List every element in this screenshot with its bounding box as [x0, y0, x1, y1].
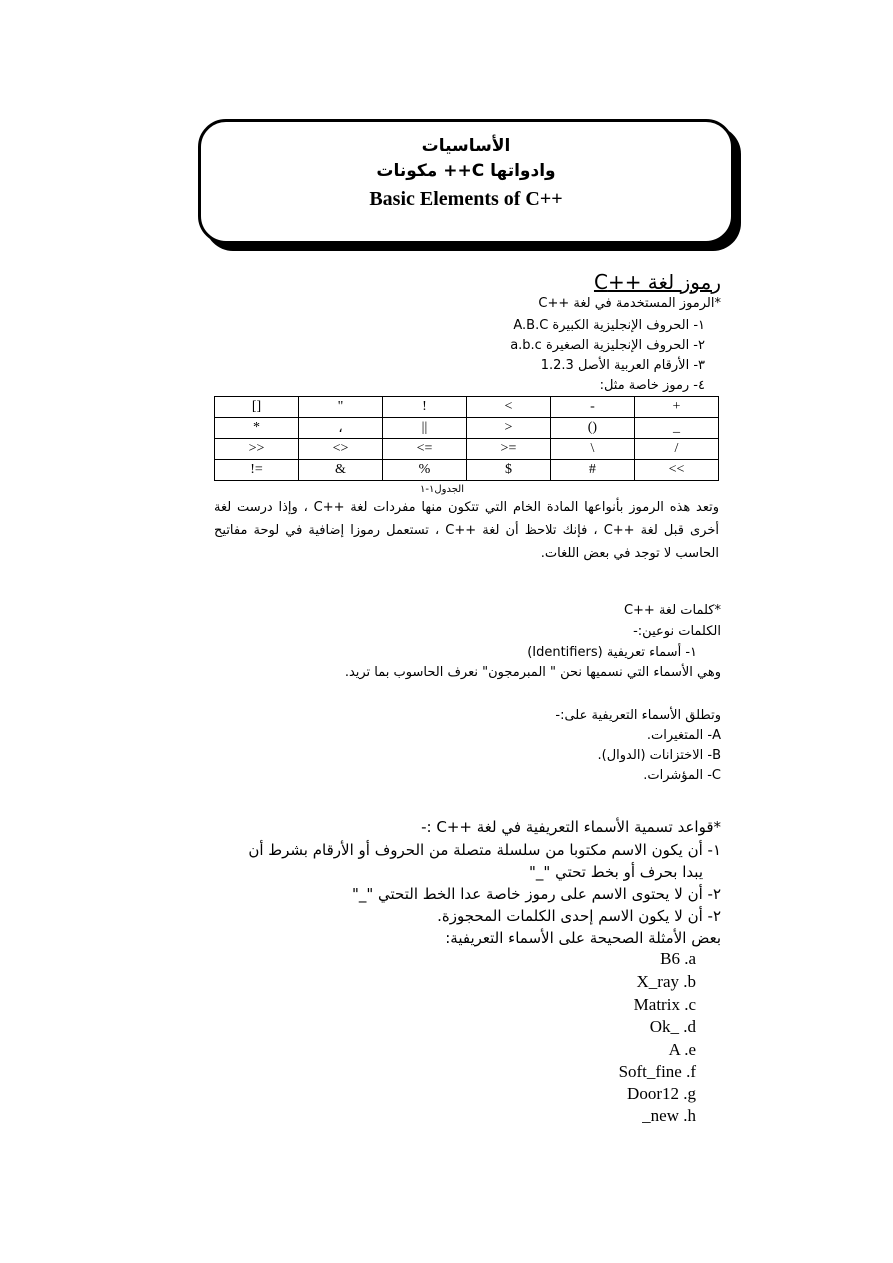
table-cell: << [634, 460, 718, 481]
example-item: A .e [668, 1040, 696, 1059]
example-item: Matrix .c [633, 995, 696, 1014]
table-row [215, 418, 719, 439]
rule-item: يبدا بحرف أو بخط تحتي "_" [529, 863, 703, 881]
list-item: C- المؤشرات. [643, 768, 721, 783]
table-cell: % [382, 460, 466, 481]
table-row [215, 439, 719, 460]
words-types: الكلمات نوعين:- [633, 624, 721, 639]
applies-to: وتطلق الأسماء التعريفية على:- [555, 708, 721, 723]
rule-item: ٢- أن لا يحتوى الاسم على رموز خاصة عدا الخط التحتي "_" [351, 885, 721, 903]
table-cell: + [634, 397, 718, 418]
example-item: X_ray .b [636, 972, 696, 991]
table-cell: $ [466, 460, 550, 481]
identifiers-description: وهي الأسماء التي نسميها نحن " المبرمجون" نعرف الحاسوب بما تريد. [344, 665, 721, 680]
list-item: B- الاختزانات (الدوال). [597, 748, 721, 763]
table-row [215, 460, 719, 481]
rule-item: ٢- أن لا يكون الاسم إحدى الكلمات المحجوزة. [437, 907, 721, 925]
table-cell: # [550, 460, 634, 481]
table-cell: () [550, 418, 634, 439]
symbols-list-item: ٣- الأرقام العربية الأصل 1.2.3 [540, 358, 705, 373]
table-cell: <= [382, 439, 466, 460]
table-cell: * [215, 418, 299, 439]
table-cell: _ [634, 418, 718, 439]
table-cell: >= [466, 439, 550, 460]
table-row [215, 397, 719, 418]
example-item: Door12 .g [627, 1084, 696, 1103]
table-cell: & [298, 460, 382, 481]
words-title: *كلمات لغة ++C [623, 603, 721, 618]
section-heading: رموز لغة ++C [593, 270, 721, 294]
rules-title: *قواعد تسمية الأسماء التعريفية في لغة ++C :- [421, 818, 721, 836]
table-cell: - [550, 397, 634, 418]
example-item: Ok_ .d [649, 1017, 696, 1036]
table-cell: != [215, 460, 299, 481]
table-cell: ! [382, 397, 466, 418]
title-line-2: مكونات ++C وادواتها [376, 161, 556, 181]
table-caption: الجدول١-١ [420, 484, 464, 495]
example-item: Soft_fine .f [618, 1062, 696, 1081]
rule-item: ١- أن يكون الاسم مكتوبا من سلسلة متصلة من الحروف أو الأرقام بشرط أن [248, 841, 721, 859]
title-box [198, 119, 734, 244]
table-cell: [] [215, 397, 299, 418]
examples-title: بعض الأمثلة الصحيحة على الأسماء التعريفية: [445, 929, 721, 947]
table-cell: \ [550, 439, 634, 460]
body-paragraph: وتعد هذه الرموز بأنواعها المادة الخام التي تتكون منها مفردات لغة ++C ، وإذا درست لغة أخرى قبل لغة ++C ، فإنك تلاحظ أن لغة ++C ، تستعمل رموزا إضافية في لوحة مفاتيح الحاسب لا توجد في بعض اللغات. [214, 500, 719, 561]
example-item: B6 .a [660, 949, 696, 968]
table-cell: <> [298, 439, 382, 460]
symbols-list-item: ٢- الحروف الإنجليزية الصغيرة a.b.c [510, 338, 705, 353]
symbols-table [214, 396, 719, 481]
table-cell: >> [215, 439, 299, 460]
table-cell: / [634, 439, 718, 460]
symbols-list-item: ١- الحروف الإنجليزية الكبيرة A.B.C [513, 318, 705, 333]
title-line-1: الأساسيات [421, 136, 511, 156]
table-cell: < [466, 397, 550, 418]
table-cell: " [298, 397, 382, 418]
title-line-3: Basic Elements of C++ [369, 188, 563, 210]
table-cell: > [466, 418, 550, 439]
symbols-list-item: ٤- رموز خاصة مثل: [599, 378, 705, 393]
table-cell: ، [298, 418, 382, 439]
identifiers-heading: ١- أسماء تعريفية (Identifiers) [527, 645, 697, 660]
example-item: _new .h [642, 1106, 696, 1125]
symbols-intro: *الرموز المستخدمة في لغة ++C [538, 296, 721, 311]
table-cell: || [382, 418, 466, 439]
list-item: A- المتغيرات. [646, 728, 721, 743]
